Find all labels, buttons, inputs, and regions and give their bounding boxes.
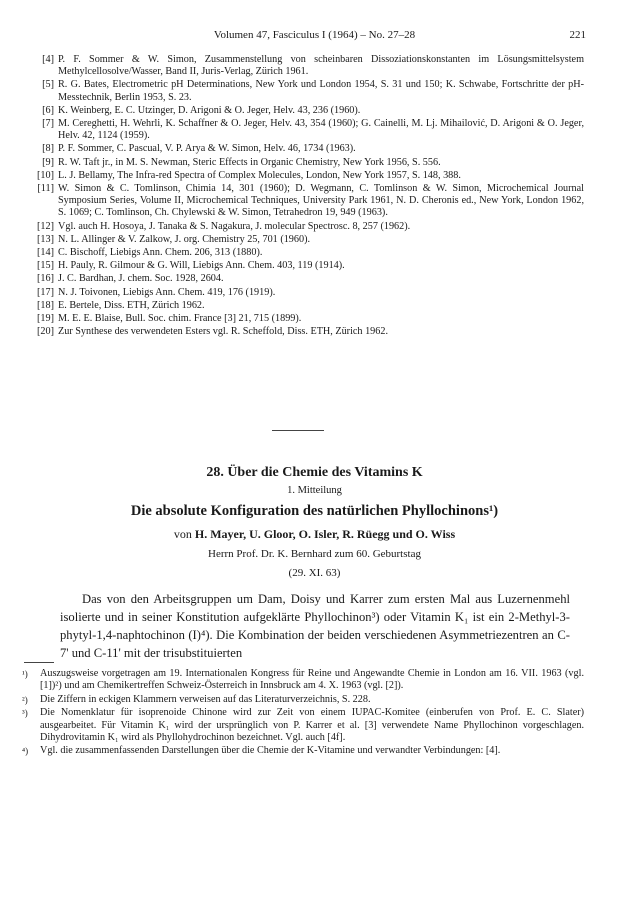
footnote-number: ¹) (22, 669, 28, 679)
authors-prefix: von (173, 527, 192, 541)
reference-item (24, 157, 584, 169)
footnote-list (22, 668, 584, 759)
reference-number: [7] (42, 118, 54, 130)
reference-number: [4] (42, 54, 54, 65)
footnote-text: Die Nomenklatur für isoprenoide Chinone wird zur Zeit von einem IUPAC-Komitee (einberufen von Prof. E. C. Slater) ausgearbeitet. Für Vitamin K₁ wird der ursprünglich von P. Karrer et al. [3] verwendete Name Phyllochinon vorgeschlagen. Dihydrovitamin K₁ wird als Phyllohydrochinon bezeichnet. Vgl. auch [4f]. (40, 707, 584, 744)
section-divider (272, 430, 324, 431)
reference-text: M. Cereghetti, H. Wehrli, K. Schaffner & O. Jeger, Helv. 43, 354 (1960); G. Cainelli, M. Lj. Mihailović, D. Arigoni & O. Jeger, Helv. 42, 1124 (1959). (58, 118, 584, 142)
reference-number: [10] (37, 169, 54, 181)
reference-text: P. F. Sommer & W. Simon, Zusammenstellung von scheinbaren Dissoziationskonstanten im Lösungsmittelsystem Methylcellosolve/Wasser, Band II, Juris-Verlag, Zürich 1961. (58, 54, 584, 78)
reference-text: P. F. Sommer, C. Pascual, V. P. Arya & W. Simon, Helv. 46, 1734 (1963). (58, 143, 356, 155)
reference-number: [15] (37, 260, 54, 272)
reference-text: K. Weinberg, E. C. Utzinger, D. Arigoni & O. Jeger, Helv. 43, 236 (1960). (58, 104, 361, 116)
article-title: Die absolute Konfiguration des natürlichen Phyllochinons¹) (130, 503, 499, 519)
footnote-number: ⁴) (22, 746, 29, 757)
reference-number: [8] (42, 143, 54, 155)
reference-number: [13] (37, 233, 54, 245)
reference-text: Vgl. auch H. Hosoya, J. Tanaka & S. Nagakura, J. molecular Spectrosc. 8, 257 (1962). (58, 220, 411, 232)
reference-list (24, 54, 584, 339)
footnote-item (22, 694, 584, 706)
footnote-text: Auszugsweise vorgetragen am 19. Internationalen Kongress für Reine und Angewandte Chemie in London am 16. VII. 1963 (vgl. [1])²) und am Chemikertreffen Schweiz-Österreich in Innsbruck am 4. X. 1963 (vgl. [2]). (40, 668, 584, 692)
dedication: Herrn Prof. Dr. K. Bernhard zum 60. Geburtstag (208, 548, 421, 560)
reference-item (24, 54, 584, 78)
reference-item (24, 260, 584, 272)
received-date: (29. XI. 63) (288, 567, 341, 579)
authors-names: H. Mayer, U. Gloor, O. Isler, R. Rüegg und O. Wiss (194, 527, 456, 541)
reference-item (24, 300, 584, 312)
footnote-text: Die Ziffern in eckigen Klammern verweisen auf das Literaturverzeichnis, S. 228. (40, 693, 371, 705)
reference-item (24, 118, 584, 142)
reference-text: J. C. Bardhan, J. chem. Soc. 1928, 2604. (58, 273, 224, 285)
reference-number: [17] (37, 286, 54, 298)
reference-item (24, 273, 584, 285)
footnote-text: Vgl. die zusammenfassenden Darstellungen über die Chemie der K-Vitamine und verwandter Verbindungen: [4]. (40, 745, 501, 757)
reference-number: [11] (37, 183, 54, 195)
reference-number: [12] (37, 220, 54, 232)
reference-number: [20] (37, 326, 54, 338)
reference-text: C. Bischoff, Liebigs Ann. Chem. 206, 313 (1880). (58, 247, 263, 259)
reference-item (24, 313, 584, 325)
reference-text: E. Bertele, Diss. ETH, Zürich 1962. (58, 299, 205, 311)
reference-text: W. Simon & C. Tomlinson, Chimia 14, 301 (1960); D. Wegmann, C. Tomlinson & W. Simon, Microchemical Journal Symposium Series, Volume II, Microchemical Techniques, University Park 1961, N. D. Cheronis ed., New York, London 1962, S. 1069; C. Tomlinson, Ch. Chylewski & W. Simon, Tetrahedron 19, 949 (1963). (58, 183, 584, 219)
footnote-item (22, 745, 584, 757)
running-header (0, 29, 629, 43)
reference-item (24, 183, 584, 220)
reference-number: [19] (37, 313, 54, 325)
reference-number: [9] (42, 156, 54, 168)
article-authors (0, 527, 629, 542)
footnote-item (22, 668, 584, 693)
page-number: 221 (569, 29, 586, 41)
reference-text: R. W. Taft jr., in M. S. Newman, Steric Effects in Organic Chemistry, New York 1956, S. 556. (58, 156, 441, 168)
reference-item (24, 143, 584, 155)
reference-item (24, 247, 584, 259)
reference-text: L. J. Bellamy, The Infra-red Spectra of Complex Molecules, London, New York 1957, S. 148, 388. (58, 169, 461, 181)
reference-number: [6] (42, 104, 54, 116)
reference-text: R. G. Bates, Electrometric pH Determinations, New York und London 1954, S. 31 und 150; K. Schwabe, Fortschritte der pH-Messtechnik, Berlin 1953, S. 23. (58, 79, 584, 103)
reference-item (24, 79, 584, 103)
reference-item (24, 221, 584, 233)
reference-item (24, 170, 584, 182)
reference-text: Zur Synthese des verwendeten Esters vgl. R. Scheffold, Diss. ETH, Zürich 1962. (58, 326, 388, 338)
reference-number: [5] (42, 79, 54, 91)
reference-item (24, 234, 584, 246)
reference-item (24, 287, 584, 299)
reference-item (24, 105, 584, 117)
journal-header: Volumen 47, Fasciculus I (1964) – No. 27–28 (213, 29, 416, 41)
reference-text: N. L. Allinger & V. Zalkow, J. org. Chemistry 25, 701 (1960). (58, 233, 311, 245)
reference-text: H. Pauly, R. Gilmour & G. Will, Liebigs Ann. Chem. 403, 119 (1914). (58, 260, 345, 272)
reference-item (24, 326, 584, 338)
reference-text: N. J. Toivonen, Liebigs Ann. Chem. 419, 176 (1919). (58, 286, 276, 298)
footnote-rule (24, 662, 54, 663)
reference-text: M. E. E. Blaise, Bull. Soc. chim. France [3] 21, 715 (1899). (58, 313, 302, 325)
article-heading: 28. Über die Chemie des Vitamins K (206, 465, 423, 480)
footnote-number: ²) (22, 694, 28, 705)
footnote-item (22, 707, 584, 744)
reference-number: [18] (37, 299, 54, 311)
body-paragraph: Das von den Arbeitsgruppen um Dam, Doisy und Karrer zum ersten Mal aus Luzernenmehl isolierte und in seiner Konstitution aufgeklärte Phyllochinon³) oder Vitamin K₁ ist ein 2-Methyl-3-phytyl-1,4-naphtochinon (I)⁴). Die Kombination der beiden verschiedenen Asymmetriezentren an C-7' und C-11' mit der trisubstituierten (60, 592, 570, 660)
reference-number: [14] (37, 247, 54, 259)
reference-number: [16] (37, 273, 54, 285)
footnote-number: ³) (22, 708, 28, 719)
article-series: 1. Mitteilung (287, 485, 342, 496)
